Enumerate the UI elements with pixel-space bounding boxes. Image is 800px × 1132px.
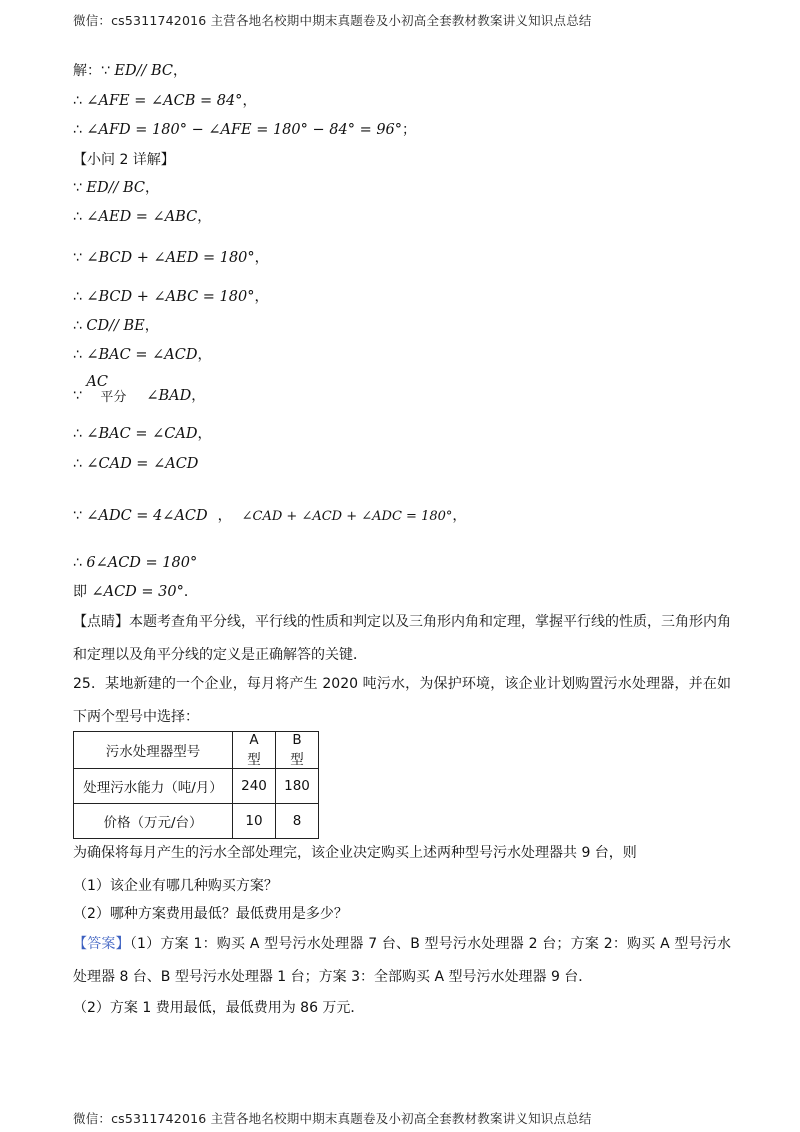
proof-line-12 [73, 582, 198, 602]
table-cell: 价格（万元/台） [74, 804, 233, 839]
question-25-stem: 25．某地新建的一个企业，每月将产生 2020 吨污水，为保护环境，该企业计划购置污水处理器，并在如下两个型号中选择： [73, 676, 731, 725]
line-suffix: ， [144, 318, 159, 334]
bisector-stack [86, 374, 146, 410]
table-row [74, 804, 319, 839]
line-prefix: 即 [73, 584, 92, 600]
solution-line-1 [73, 61, 187, 81]
answer-part-1: （1）方案 1：购买 A 型号污水处理器 7 台、B 型号污水处理器 2 台；方案 2：购买 A 型号污水处理器 8 台、B 型号污水处理器 1 台；方案 3：全部购买 A 型号污水处理器 9 台． [73, 936, 731, 985]
line-suffix: ， [172, 63, 187, 79]
math-expression: ∠BCD + ∠ABC = 180° [86, 289, 255, 305]
answer-block [73, 928, 731, 994]
table-cell: A 型 [233, 732, 276, 769]
math-expression: ∠ACD = 30° [91, 584, 184, 600]
question-25-sub-1: （1）该企业有哪几种购买方案？ [73, 878, 278, 894]
table-cell: 污水处理器型号 [74, 732, 233, 769]
table-cell: 处理污水能力（吨/月） [74, 769, 233, 804]
bisect-word: 平分 [100, 390, 127, 405]
table-row [74, 769, 319, 804]
math-expression: ∠AFD = 180° − ∠AFE = 180° − 84° = 96° [86, 122, 403, 138]
math-expression: 6∠ACD = 180° [86, 555, 198, 571]
math-expression: ∠CAD = ∠ACD [86, 456, 199, 472]
segment-label: AC [86, 374, 108, 390]
line-prefix: ∵ [73, 180, 87, 196]
answer-tag: 【答案】 [73, 936, 130, 952]
line-suffix: ， [197, 426, 212, 442]
math-expression: ∠AFE = ∠ACB = 84° [86, 93, 243, 109]
line-suffix: ． [183, 584, 198, 600]
math-expression: ∠AED = ∠ABC [86, 209, 198, 225]
math-expression: ED// BC [114, 63, 173, 79]
line-prefix: ∴ [73, 289, 87, 305]
subquestion-heading: 【小问 2 详解】 [73, 152, 175, 168]
math-expression: ∠BCD + ∠AED = 180° [86, 250, 255, 266]
line-prefix: ∴ [73, 318, 87, 334]
table-cell: 8 [276, 804, 319, 839]
math-expression: ∠CAD + ∠ACD + ∠ADC = 180° [241, 509, 453, 524]
line-suffix: ， [254, 289, 269, 305]
line-suffix: ， [197, 347, 212, 363]
proof-line-4 [73, 287, 268, 307]
solution-comment: 【点睛】本题考查角平分线，平行线的性质和判定以及三角形内角和定理，掌握平行线的性质，三角形内角和定理以及角平分线的定义是正确解答的关键． [73, 614, 731, 663]
line-prefix: ∴ [73, 209, 87, 225]
proof-line-5 [73, 316, 159, 336]
math-expression: ∠BAC = ∠CAD [86, 426, 198, 442]
line-prefix: ∴ [73, 122, 87, 138]
line-suffix: ， [254, 250, 269, 266]
line-prefix: ∴ [73, 555, 87, 571]
proof-line-2 [73, 207, 211, 227]
table-cell: 180 [276, 769, 319, 804]
line-separator: ， [217, 508, 232, 524]
proof-line-11 [73, 553, 197, 573]
math-expression: ∠BAD [146, 388, 192, 404]
line-suffix: ， [144, 180, 159, 196]
math-expression: ED// BC [86, 180, 145, 196]
table-cell: 240 [233, 769, 276, 804]
line-suffix: ， [452, 508, 467, 524]
line-prefix: ∴ [73, 347, 87, 363]
math-expression: CD// BE [86, 318, 145, 334]
question-25-condition: 为确保将每月产生的污水全部处理完，该企业决定购买上述两种型号污水处理器共 9 台，则 [73, 845, 637, 861]
math-expression: ∠BAC = ∠ACD [86, 347, 198, 363]
question-25-sub-2: （2）哪种方案费用最低？最低费用是多少？ [73, 906, 348, 922]
proof-line-7 [73, 374, 206, 410]
proof-line-1 [73, 178, 159, 198]
line-suffix: ， [242, 93, 257, 109]
line-prefix: ∵ [73, 388, 87, 404]
line-prefix: ∴ [73, 426, 87, 442]
table-cell: 10 [233, 804, 276, 839]
solution-line-2 [73, 91, 256, 111]
solution-line-3 [73, 120, 416, 140]
page-header: 微信：cs5311742016 主营各地名校期中期末真题卷及小初高全套教材教案讲义知识点总结 [73, 13, 592, 28]
specification-table [73, 731, 319, 839]
line-prefix: 解：∵ [73, 63, 115, 79]
line-prefix: ∴ [73, 456, 87, 472]
line-suffix: ， [191, 388, 206, 404]
answer-part-2: （2）方案 1 费用最低，最低费用为 86 万元． [73, 1000, 365, 1016]
proof-line-9 [73, 454, 198, 474]
proof-line-10 [73, 506, 466, 527]
line-suffix: ； [402, 122, 417, 138]
proof-line-6 [73, 345, 211, 365]
line-prefix: ∵ [73, 250, 87, 266]
table-row [74, 732, 319, 769]
line-prefix: ∴ [73, 93, 87, 109]
table-cell: B 型 [276, 732, 319, 769]
page-footer: 微信：cs5311742016 主营各地名校期中期末真题卷及小初高全套教材教案讲义知识点总结 [73, 1111, 592, 1126]
math-expression: ∠ADC = 4∠ACD [86, 508, 208, 524]
proof-line-8 [73, 424, 211, 444]
line-suffix: ， [197, 209, 212, 225]
line-prefix: ∵ [73, 508, 87, 524]
proof-line-3 [73, 248, 269, 268]
